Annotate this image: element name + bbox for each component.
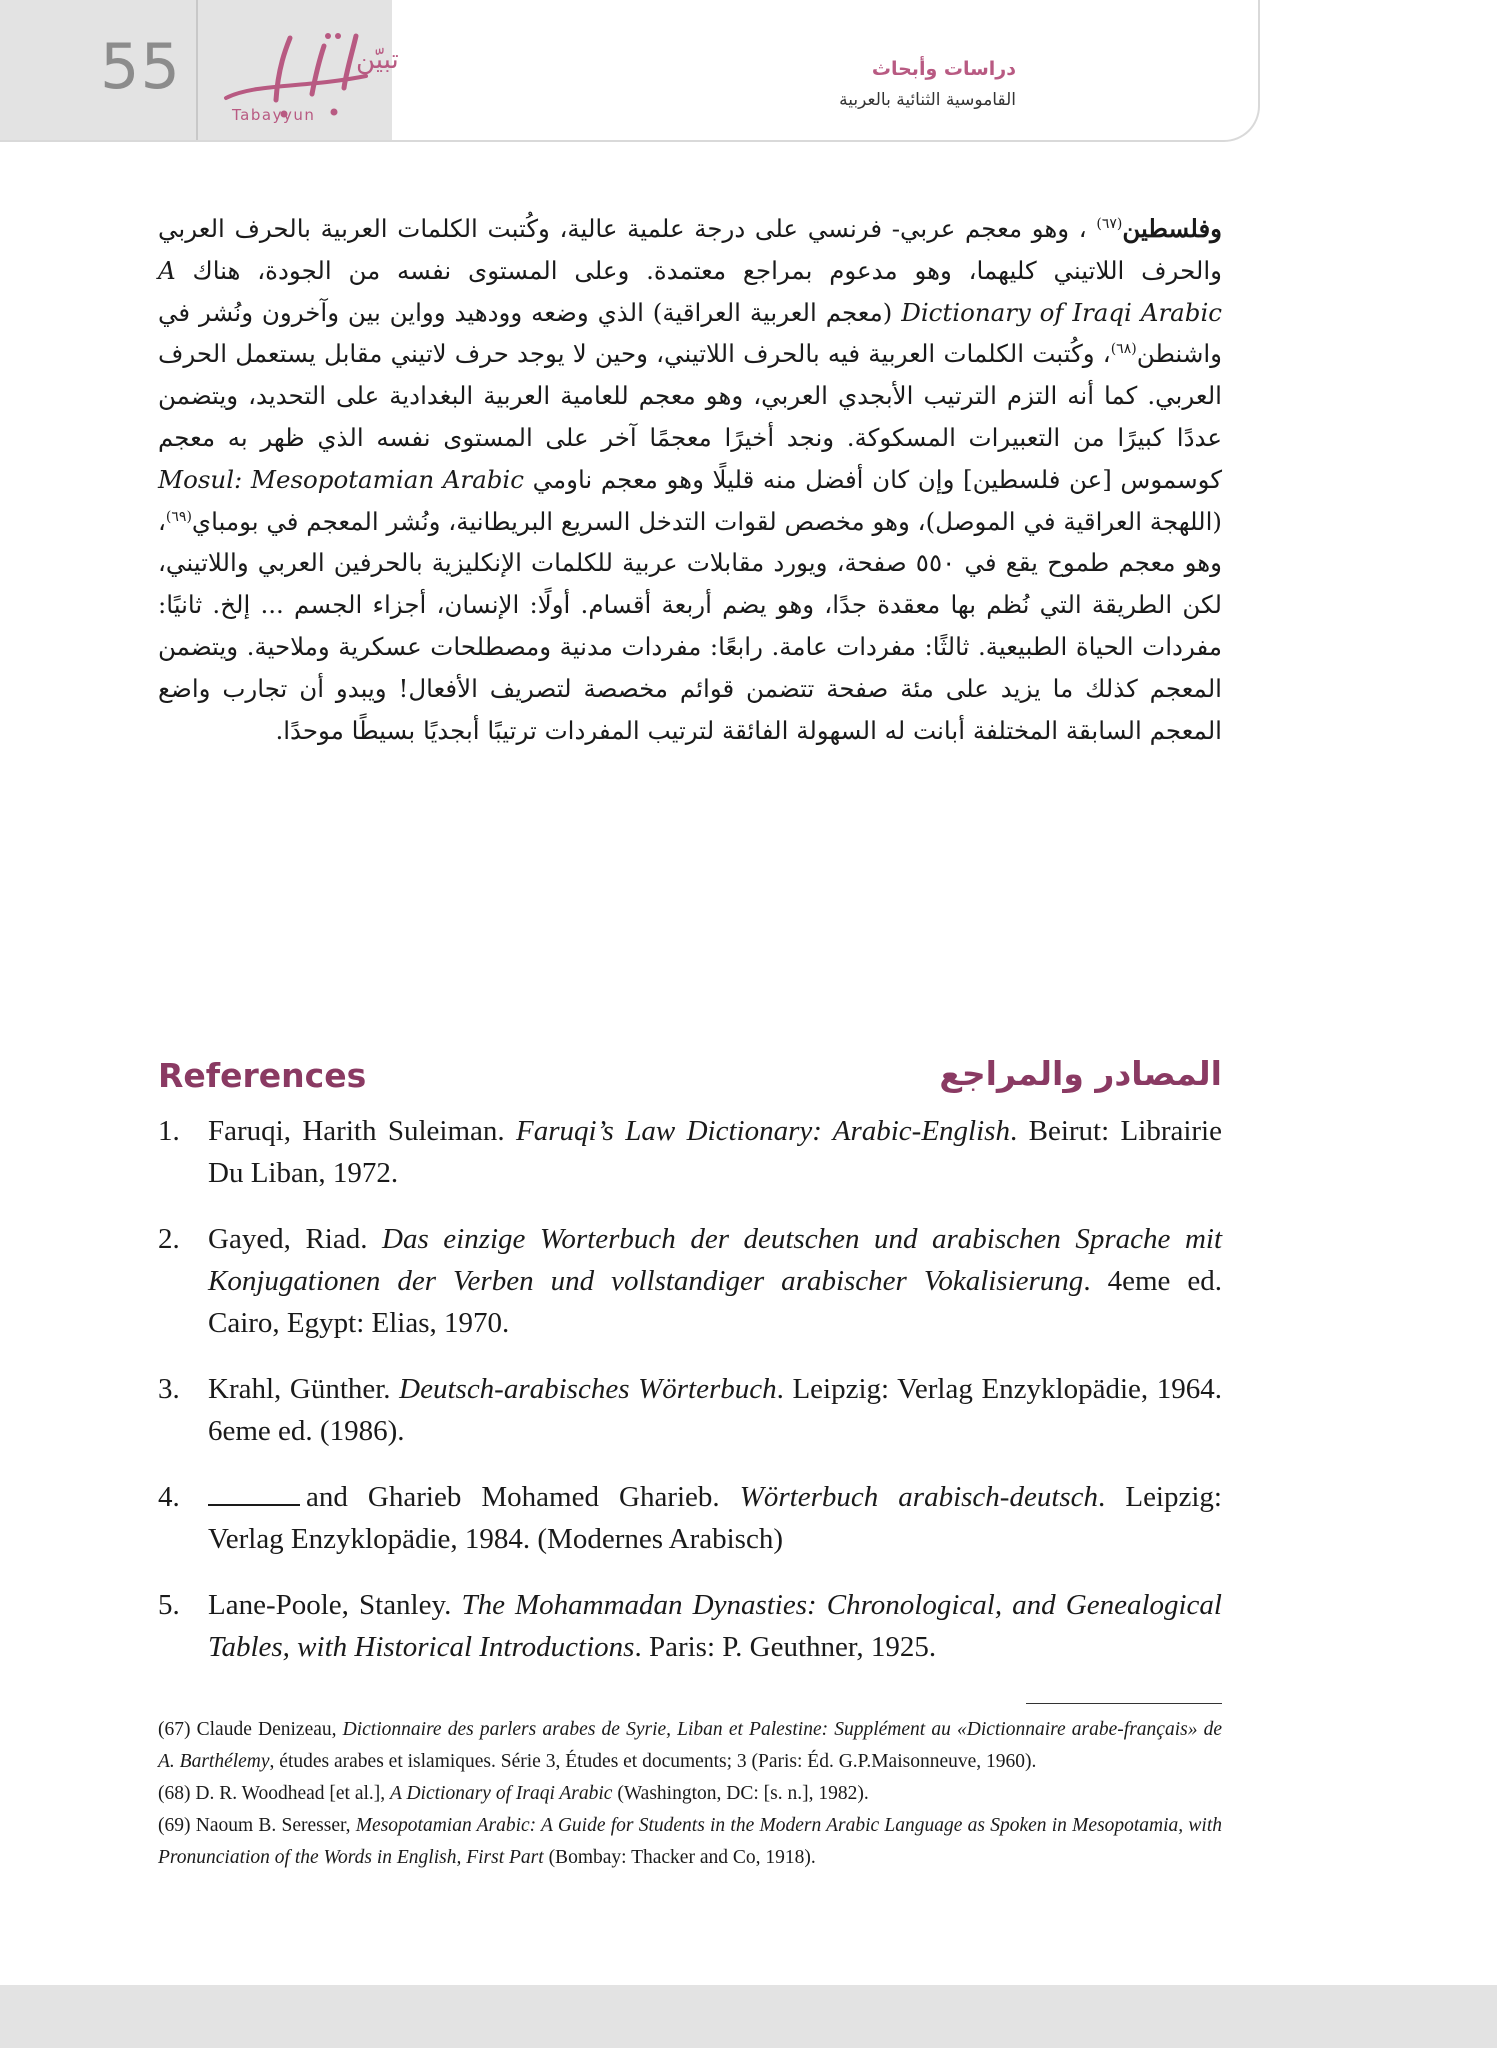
header-left-panel bbox=[0, 0, 399, 140]
footnote-title: A Dictionary of Iraqi Arabic bbox=[390, 1783, 613, 1804]
reference-title: The Mohammadan Dynasties: Chronological, and Genealogical Tables, with Historical Introductions bbox=[208, 1589, 1222, 1663]
references-heading-ar: المصادر والمراجع bbox=[939, 1054, 1222, 1093]
reference-author: Gayed, Riad. bbox=[208, 1223, 383, 1255]
body-text-part: (اللهجة العراقية في الموصل)، وهو مخصص لقوات التدخل السريع البريطانية، ونُشر المعجم في بومباي bbox=[191, 506, 1222, 536]
reference-publication: . Leipzig: Verlag Enzyklopädie, 1964. 6eme ed. (1986). bbox=[208, 1373, 1222, 1447]
reference-number: 2. bbox=[158, 1223, 180, 1255]
footnote-publication: (Bombay: Thacker and Co, 1918). bbox=[543, 1847, 816, 1868]
reference-item bbox=[158, 1476, 1222, 1560]
footnote-number: (69) bbox=[158, 1815, 191, 1836]
repeated-author-blank bbox=[208, 1478, 300, 1506]
reference-publication: . Beirut: Librairie Du Liban, 1972. bbox=[208, 1115, 1222, 1189]
footnote-title: Dictionnaire des parlers arabes de Syrie, Liban et Palestine: Supplément au «Dictionnaire arabe-français» de A. Barthélemy bbox=[158, 1719, 1222, 1772]
reference-publication: . 4eme ed. Cairo, Egypt: Elias, 1970. bbox=[208, 1265, 1222, 1339]
references-heading-en: References bbox=[158, 1056, 367, 1095]
body-text-part: (معجم العربية العراقية) الذي وضعه وودهيد وواين بين وآخرون ونُشر في واشنطن bbox=[158, 297, 1222, 369]
footnote-rule bbox=[1026, 1703, 1222, 1704]
page-number: 55 bbox=[100, 30, 181, 103]
body-text-part: ، وكُتبت الكلمات العربية فيه بالحرف اللاتيني، وحين لا يوجد حرف لاتيني مقابل يستعمل الحرف العربي. كما أنه التزم الترتيب الأبجدي العربي، وهو معجم للعامية العربية البغدادية على التحديد، ويتضمن عددًا كبيرًا من التعبيرات المسكوكة. ونجد أخيرًا معجمًا آخر على المستوى نفسه الذي ظهر به معجم كوسموس [عن فلسطين] وإن كان أفضل منه قليلًا وهو معجم ناومي bbox=[158, 339, 1223, 494]
footnote-ref-69[interactable]: (٦٩) bbox=[165, 508, 192, 525]
footnote-67 bbox=[158, 1714, 1222, 1778]
reference-item bbox=[158, 1218, 1222, 1344]
reference-number: 3. bbox=[158, 1373, 180, 1405]
footnote-title: Mesopotamian Arabic: A Guide for Students in the Modern Arabic Language as Spoken in Mesopotamia, with Pronunciation of the Words in English, First Part bbox=[158, 1815, 1223, 1868]
header-divider bbox=[196, 0, 198, 140]
reference-title: Wörterbuch arabisch-deutsch bbox=[739, 1481, 1099, 1513]
reference-item bbox=[158, 1110, 1222, 1194]
reference-item bbox=[158, 1368, 1222, 1452]
footnote-ref-67[interactable]: (٦٧) bbox=[1096, 215, 1123, 232]
subsection-label: القاموسية الثنائية بالعربية bbox=[839, 90, 1016, 110]
reference-publication: . Leipzig: Verlag Enzyklopädie, 1984. (Modernes Arabisch) bbox=[208, 1481, 1222, 1555]
reference-number: 1. bbox=[158, 1115, 180, 1147]
logo-caption: Tabayyun bbox=[232, 106, 316, 124]
reference-number: 5. bbox=[158, 1589, 180, 1621]
body-lead-word: وفلسطين bbox=[1122, 214, 1222, 243]
footnote-author: Claude Denizeau, bbox=[190, 1719, 343, 1740]
reference-author: and Gharieb Mohamed Gharieb. bbox=[306, 1481, 740, 1513]
footnote-68 bbox=[158, 1778, 1222, 1810]
reference-author: Lane-Poole, Stanley. bbox=[208, 1589, 462, 1621]
body-paragraph bbox=[158, 208, 1222, 751]
page-header bbox=[0, 0, 1260, 142]
reference-title: Faruqi’s Law Dictionary: Arabic-English bbox=[516, 1115, 1010, 1147]
footnote-author: D. R. Woodhead [et al.], bbox=[190, 1783, 391, 1804]
footnote-author: Naoum B. Seresser, bbox=[190, 1815, 356, 1836]
footnote-number: (67) bbox=[158, 1719, 191, 1740]
footnote-69 bbox=[158, 1810, 1222, 1874]
footnote-publication: , études arabes et islamiques. Série 3, Études et documents; 3 (Paris: Éd. G.P.Maisonneuve, 1960). bbox=[269, 1751, 1037, 1772]
reference-author: Krahl, Günther. bbox=[208, 1373, 400, 1405]
body-text-part: ، وهو معجم طموح يقع في ٥٥٠ صفحة، ويورد مقابلات عربية للكلمات الإنكليزية بالحرفين العربي واللاتيني، لكن الطريقة التي نُظم بها معقدة جدًا، وهو يضم أربعة أقسام. أولًا: الإنسان، أجزاء الجسم ... إلخ. ثانيًا: مفردات الحياة الطبيعية. ثالثًا: مفردات عامة. رابعًا: مفردات مدنية ومصطلحات عسكرية وملاحية. ويتضمن المعجم كذلك ما يزيد على مئة صفحة تتضمن قوائم مخصصة لتصريف الأفعال! ويبدو أن تجارب واضع المعجم السابقة المختلفة أبانت له السهولة الفائقة لترتيب المفردات ترتيبًا أبجديًا بسيطًا موحدًا. bbox=[158, 506, 1223, 745]
reference-author: Faruqi, Harith Suleiman. bbox=[208, 1115, 517, 1147]
page-footer-band bbox=[0, 1985, 1497, 2048]
latin-title: Mosul: Mesopotamian Arabic bbox=[158, 464, 524, 494]
reference-number: 4. bbox=[158, 1481, 180, 1513]
footnote-number: (68) bbox=[158, 1783, 191, 1804]
reference-item bbox=[158, 1584, 1222, 1668]
body-text-part: ، وهو معجم عربي- فرنسي على درجة علمية عالية، وكُتبت الكلمات العربية بالحرف العربي والحرف اللاتيني كليهما، وهو مدعوم بمراجع معتمدة. وعلى المستوى نفسه من الجودة، هناك bbox=[158, 214, 1222, 285]
footnote-publication: (Washington, DC: [s. n.], 1982). bbox=[612, 1783, 869, 1804]
section-label: دراسات وأبحاث bbox=[871, 58, 1016, 80]
reference-title: Deutsch-arabisches Wörterbuch bbox=[399, 1373, 777, 1405]
reference-title: Das einzige Worterbuch der deutschen und arabischen Sprache mit Konjugationen der Verben und vollstandiger arabischer Vokalisierung bbox=[208, 1223, 1223, 1297]
reference-publication: . Paris: P. Geuthner, 1925. bbox=[634, 1631, 937, 1663]
references-list bbox=[158, 1110, 1222, 1692]
logo-arabic-text: تبيّن bbox=[356, 45, 399, 75]
latin-title: A Dictionary of Iraqi Arabic bbox=[158, 255, 1222, 327]
footnote-ref-68[interactable]: (٦٨) bbox=[1110, 341, 1137, 358]
footnotes bbox=[158, 1714, 1222, 1874]
